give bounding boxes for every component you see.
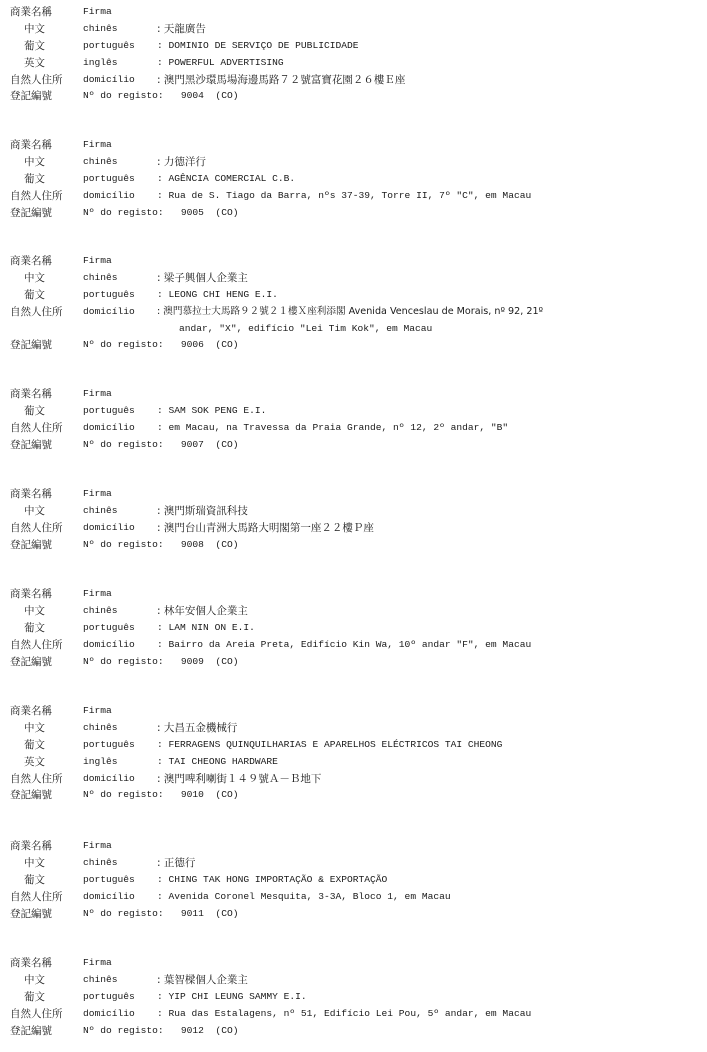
firm-record [10, 253, 700, 354]
chinese-name-row [10, 855, 700, 872]
registration-row [10, 88, 700, 105]
domicile-row [10, 420, 700, 437]
chinese-label: 中文 [24, 155, 45, 168]
chinese-name-value: : 澳門斯瑞資訊科技 [157, 504, 248, 517]
firm-heading-row [10, 703, 700, 720]
chinese-name-value: : 林年安個人企業主 [157, 604, 248, 617]
registration-number: 9006 (CO) [180, 339, 239, 351]
registration-number: 9011 (CO) [180, 907, 239, 919]
registration-label: 登記編號 [10, 339, 52, 352]
firm-heading-row [10, 137, 700, 154]
portuguese-label: 葡文 [24, 39, 45, 52]
registration-label: 登記編號 [10, 789, 52, 802]
english-name-row [10, 754, 700, 771]
chinese-label: 中文 [24, 721, 45, 734]
portuguese-name-row [10, 287, 700, 304]
chinese-name-value: : 葉智樑個人企業主 [157, 973, 248, 986]
domicile-label: 自然人住所 [10, 421, 63, 434]
chinese-name-value: : 大昌五金機械行 [157, 721, 238, 734]
portuguese-label-pt: português [83, 172, 135, 184]
portuguese-label-pt: português [83, 990, 135, 1002]
chinese-name-row [10, 270, 700, 287]
english-name-value: : POWERFUL ADVERTISING [157, 56, 284, 68]
chinese-name-row [10, 154, 700, 171]
registration-row [10, 787, 700, 804]
firm-label: 商業名稱 [10, 957, 52, 969]
domicile-value: : em Macau, na Travessa da Praia Grande, nº 12, 2º andar, "B" [157, 421, 509, 433]
registration-label-pt: Nº do registo: 9006 (CO) [83, 339, 239, 351]
firm-label-pt: Firma [83, 139, 112, 150]
portuguese-name-value: : YIP CHI LEUNG SAMMY E.I. [157, 990, 307, 1002]
firm-heading-row [10, 253, 700, 270]
firm-record [10, 586, 700, 670]
domicile-value: : Bairro da Areia Preta, Edifício Kin Wa, 10º andar "F", em Macau [157, 638, 532, 650]
portuguese-label-pt: português [83, 738, 135, 750]
registration-number: 9007 (CO) [180, 438, 239, 450]
registration-label: 登記編號 [10, 206, 52, 219]
domicile-label: 自然人住所 [10, 305, 63, 318]
registration-label-pt: Nº do registo: 9011 (CO) [83, 907, 239, 919]
portuguese-label-pt: português [83, 39, 135, 51]
portuguese-name-row [10, 872, 700, 889]
chinese-label-pt: chinês [83, 504, 118, 516]
portuguese-label-pt: português [83, 404, 135, 416]
registration-number: 9009 (CO) [180, 655, 239, 667]
firm-record [10, 955, 700, 1039]
registration-row [10, 906, 700, 923]
portuguese-label: 葡文 [24, 873, 45, 886]
domicile-value: : Avenida Coronel Mesquita, 3-3A, Bloco 1, em Macau [157, 890, 451, 902]
portuguese-label: 葡文 [24, 172, 45, 185]
domicile-value: : 澳門慕拉士大馬路９２號２１樓Ｘ座利添閣 Avenida Venceslau de Morais, nº 92, 21º [157, 305, 544, 317]
registration-label-pt: Nº do registo: 9004 (CO) [83, 90, 239, 102]
registration-label: 登記編號 [10, 907, 52, 920]
registration-row [10, 205, 700, 222]
portuguese-label-pt: português [83, 873, 135, 885]
domicile-value: : 澳門啤利喇街１４９號Ａ－Ｂ地下 [157, 772, 322, 785]
english-label-pt: inglês [83, 56, 118, 68]
firm-label: 商業名稱 [10, 255, 52, 267]
chinese-name-value: : 梁子興個人企業主 [157, 271, 248, 284]
domicile-label: 自然人住所 [10, 189, 63, 202]
registration-number: 9012 (CO) [180, 1024, 239, 1036]
firm-heading-row [10, 386, 700, 403]
portuguese-label: 葡文 [24, 738, 45, 751]
portuguese-label: 葡文 [24, 404, 45, 417]
domicile-row [10, 771, 700, 788]
chinese-name-row [10, 603, 700, 620]
portuguese-label-pt: português [83, 288, 135, 300]
english-label: 英文 [24, 755, 45, 768]
firm-record [10, 838, 700, 922]
firm-record [10, 386, 700, 454]
domicile-label-pt: domicílio [83, 772, 135, 784]
registration-number: 9008 (CO) [180, 538, 239, 550]
chinese-label-pt: chinês [83, 856, 118, 868]
portuguese-label-pt: português [83, 621, 135, 633]
domicile-row [10, 889, 700, 906]
domicile-value-continued: andar, "X", edifício "Lei Tim Kok", em Macau [179, 322, 433, 334]
firm-record [10, 4, 700, 105]
firm-label-pt: Firma [83, 840, 112, 851]
domicile-label: 自然人住所 [10, 1007, 63, 1020]
chinese-label-pt: chinês [83, 973, 118, 985]
registration-number: 9005 (CO) [180, 206, 239, 218]
registration-label-pt: Nº do registo: 9008 (CO) [83, 538, 239, 550]
firm-heading-row [10, 838, 700, 855]
domicile-row [10, 72, 700, 89]
domicile-label-pt: domicílio [83, 189, 135, 201]
portuguese-label: 葡文 [24, 288, 45, 301]
chinese-name-row [10, 972, 700, 989]
portuguese-label: 葡文 [24, 990, 45, 1003]
registration-label-pt: Nº do registo: 9005 (CO) [83, 206, 239, 218]
firm-label-pt: Firma [83, 255, 112, 266]
portuguese-name-row [10, 403, 700, 420]
domicile-label-pt: domicílio [83, 73, 135, 85]
registration-label-pt: Nº do registo: 9010 (CO) [83, 789, 239, 801]
domicile-label-pt: domicílio [83, 890, 135, 902]
firm-label: 商業名稱 [10, 388, 52, 400]
registration-number: 9004 (CO) [180, 90, 239, 102]
firm-heading-row [10, 486, 700, 503]
portuguese-name-row [10, 620, 700, 637]
registration-row [10, 537, 700, 554]
firm-record [10, 486, 700, 554]
portuguese-name-value: : AGÊNCIA COMERCIAL C.B. [157, 172, 296, 184]
firm-heading-row [10, 955, 700, 972]
domicile-label-pt: domicílio [83, 521, 135, 533]
registration-label: 登記編號 [10, 90, 52, 103]
firm-label-pt: Firma [83, 588, 112, 599]
firm-label: 商業名稱 [10, 840, 52, 852]
chinese-name-row [10, 21, 700, 38]
domicile-label: 自然人住所 [10, 73, 63, 86]
chinese-name-value: : 天龍廣告 [157, 22, 206, 35]
portuguese-name-value: : CHING TAK HONG IMPORTAÇÃO & EXPORTAÇÃO [157, 873, 388, 885]
firm-heading-row [10, 586, 700, 603]
registration-label-pt: Nº do registo: 9009 (CO) [83, 655, 239, 667]
firm-label: 商業名稱 [10, 6, 52, 18]
registration-label: 登記編號 [10, 538, 52, 551]
registration-row [10, 654, 700, 671]
domicile-label: 自然人住所 [10, 890, 63, 903]
firm-heading-row [10, 4, 700, 21]
registration-label-pt: Nº do registo: 9007 (CO) [83, 438, 239, 450]
chinese-name-row [10, 503, 700, 520]
chinese-label-pt: chinês [83, 22, 118, 34]
english-name-value: : TAI CHEONG HARDWARE [157, 755, 278, 767]
chinese-name-row [10, 720, 700, 737]
chinese-label-pt: chinês [83, 721, 118, 733]
english-name-row [10, 55, 700, 72]
registration-label: 登記編號 [10, 438, 52, 451]
portuguese-name-value: : LEONG CHI HENG E.I. [157, 288, 278, 300]
domicile-row [10, 520, 700, 537]
domicile-value: : Rua das Estalagens, nº 51, Edifício Lei Pou, 5º andar, em Macau [157, 1007, 532, 1019]
chinese-label-pt: chinês [83, 271, 118, 283]
domicile-label: 自然人住所 [10, 521, 63, 534]
domicile-value: : 澳門台山青洲大馬路大明閣第一座２２樓Ｐ座 [157, 521, 374, 534]
chinese-name-value: : 正德行 [157, 856, 196, 869]
portuguese-name-value: : SAM SOK PENG E.I. [157, 404, 267, 416]
firm-label-pt: Firma [83, 705, 112, 716]
registration-label-pt: Nº do registo: 9012 (CO) [83, 1024, 239, 1036]
portuguese-name-row [10, 171, 700, 188]
portuguese-name-row [10, 989, 700, 1006]
chinese-label: 中文 [24, 504, 45, 517]
portuguese-name-value: : DOMINIO DE SERVIÇO DE PUBLICIDADE [157, 39, 359, 51]
portuguese-label: 葡文 [24, 621, 45, 634]
registration-row [10, 1023, 700, 1040]
chinese-name-value: : 力德洋行 [157, 155, 206, 168]
portuguese-name-row [10, 38, 700, 55]
firm-record [10, 703, 700, 804]
domicile-label-pt: domicílio [83, 1007, 135, 1019]
portuguese-name-value: : LAM NIN ON E.I. [157, 621, 255, 633]
chinese-label: 中文 [24, 22, 45, 35]
domicile-row [10, 304, 700, 338]
domicile-row [10, 188, 700, 205]
domicile-label-pt: domicílio [83, 421, 135, 433]
firm-label: 商業名稱 [10, 139, 52, 151]
firm-label: 商業名稱 [10, 588, 52, 600]
chinese-label: 中文 [24, 973, 45, 986]
portuguese-name-value: : FERRAGENS QUINQUILHARIAS E APARELHOS ELÉCTRICOS TAI CHEONG [157, 738, 503, 750]
domicile-row [10, 637, 700, 654]
chinese-label: 中文 [24, 604, 45, 617]
registration-label: 登記編號 [10, 655, 52, 668]
chinese-label-pt: chinês [83, 155, 118, 167]
portuguese-name-row [10, 737, 700, 754]
firm-label-pt: Firma [83, 388, 112, 399]
chinese-label-pt: chinês [83, 604, 118, 616]
registration-number: 9010 (CO) [180, 789, 239, 801]
registration-row [10, 337, 700, 354]
chinese-label: 中文 [24, 856, 45, 869]
firm-label: 商業名稱 [10, 705, 52, 717]
firm-label-pt: Firma [83, 6, 112, 17]
chinese-label: 中文 [24, 271, 45, 284]
registration-label: 登記編號 [10, 1024, 52, 1037]
firm-label: 商業名稱 [10, 488, 52, 500]
firm-record [10, 137, 700, 221]
domicile-label-pt: domicílio [83, 638, 135, 650]
firm-label-pt: Firma [83, 957, 112, 968]
firm-label-pt: Firma [83, 488, 112, 499]
english-label-pt: inglês [83, 755, 118, 767]
domicile-value: : 澳門黑沙環馬場海邊馬路７２號富寶花園２６樓Ｅ座 [157, 73, 406, 86]
domicile-label-pt: domicílio [83, 305, 135, 317]
registration-row [10, 437, 700, 454]
english-label: 英文 [24, 56, 45, 69]
domicile-label: 自然人住所 [10, 638, 63, 651]
domicile-value: : Rua de S. Tiago da Barra, nºs 37-39, Torre II, 7º "C", em Macau [157, 189, 532, 201]
domicile-row [10, 1006, 700, 1023]
domicile-label: 自然人住所 [10, 772, 63, 785]
